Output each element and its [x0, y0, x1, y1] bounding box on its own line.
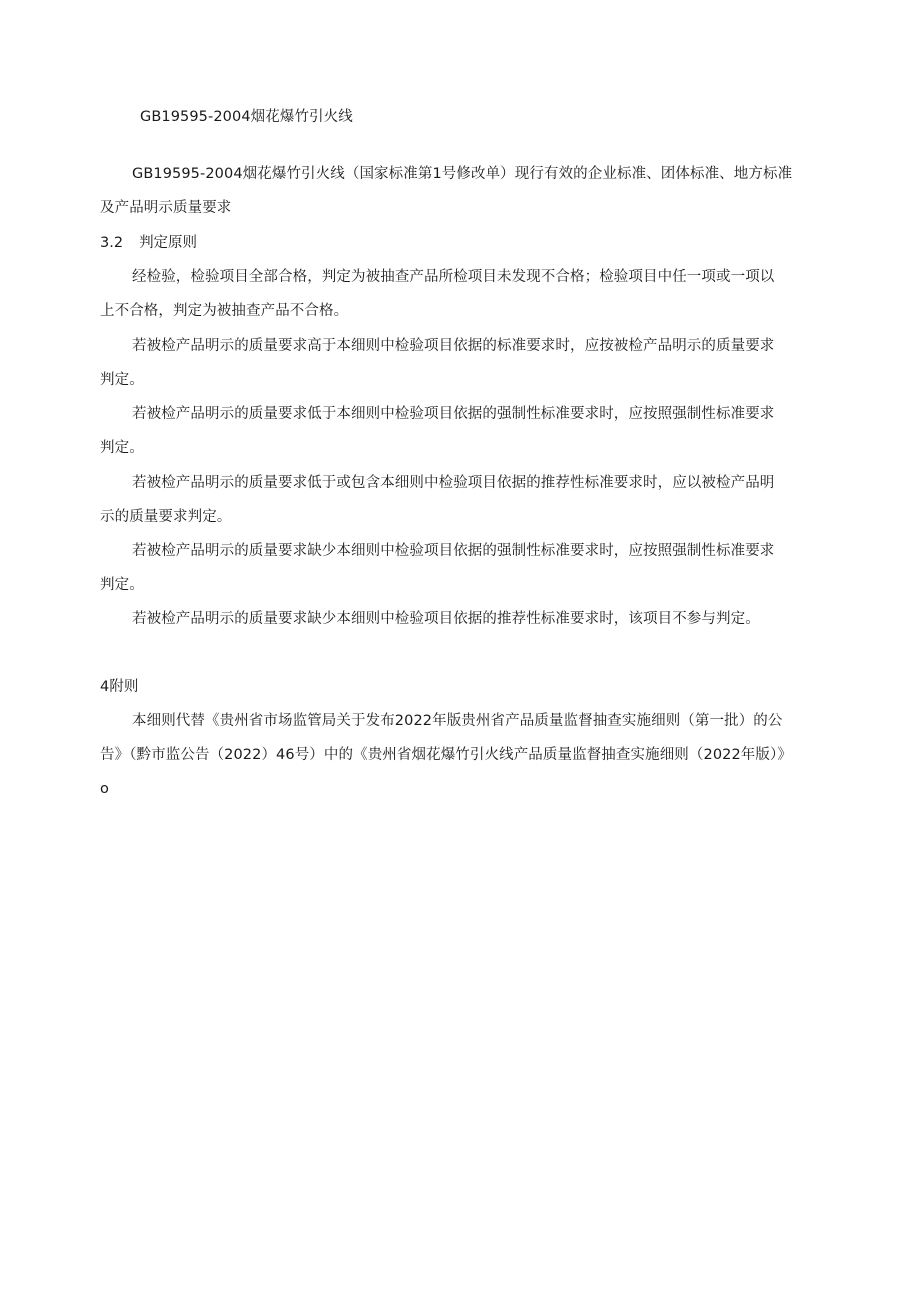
paragraph-line: 判定。 — [100, 372, 144, 388]
section-4-heading: 4附则 — [100, 679, 139, 695]
section-title: 判定原则 — [139, 235, 198, 251]
appendix-line-3: o — [100, 781, 109, 797]
paragraph-line: 示的质量要求判定。 — [100, 509, 232, 525]
paragraph-line: 经检验，检验项目全部合格，判定为被抽查产品所检项目未发现不合格；检验项目中任一项或一项以 — [132, 269, 775, 285]
paragraph-line: 判定。 — [100, 577, 144, 593]
standard-reference-full-line-2: 及产品明示质量要求 — [100, 200, 232, 216]
paragraph-line: 判定。 — [100, 440, 144, 456]
paragraph-line: 若被检产品明示的质量要求缺少本细则中检验项目依据的推荐性标准要求时，该项目不参与判定。 — [132, 611, 760, 627]
paragraph-line: 若被检产品明示的质量要求高于本细则中检验项目依据的标准要求时，应按被检产品明示的质量要求 — [132, 338, 775, 354]
paragraph-line: 上不合格，判定为被抽查产品不合格。 — [100, 303, 349, 319]
standard-reference-full-line-1: GB19595-2004烟花爆竹引火线（国家标准第1号修改单）现行有效的企业标准、团体标准、地方标准 — [132, 166, 793, 182]
section-3-2-heading — [100, 233, 197, 253]
appendix-line-1: 本细则代替《贵州省市场监管局关于发布2022年版贵州省产品质量监督抽查实施细则（第一批）的公 — [132, 713, 783, 729]
standard-reference: GB19595-2004烟花爆竹引火线 — [140, 109, 353, 125]
paragraph-line: 若被检产品明示的质量要求低于或包含本细则中检验项目依据的推荐性标准要求时，应以被检产品明 — [132, 475, 775, 491]
paragraph-line: 若被检产品明示的质量要求缺少本细则中检验项目依据的强制性标准要求时，应按照强制性标准要求 — [132, 543, 775, 559]
section-number: 3.2 — [100, 235, 124, 251]
paragraph-line: 若被检产品明示的质量要求低于本细则中检验项目依据的强制性标准要求时，应按照强制性标准要求 — [132, 406, 775, 422]
appendix-line-2: 告》（黔市监公告（2022）46号）中的《贵州省烟花爆竹引火线产品质量监督抽查实施细则（2022年版）》 — [100, 747, 792, 763]
